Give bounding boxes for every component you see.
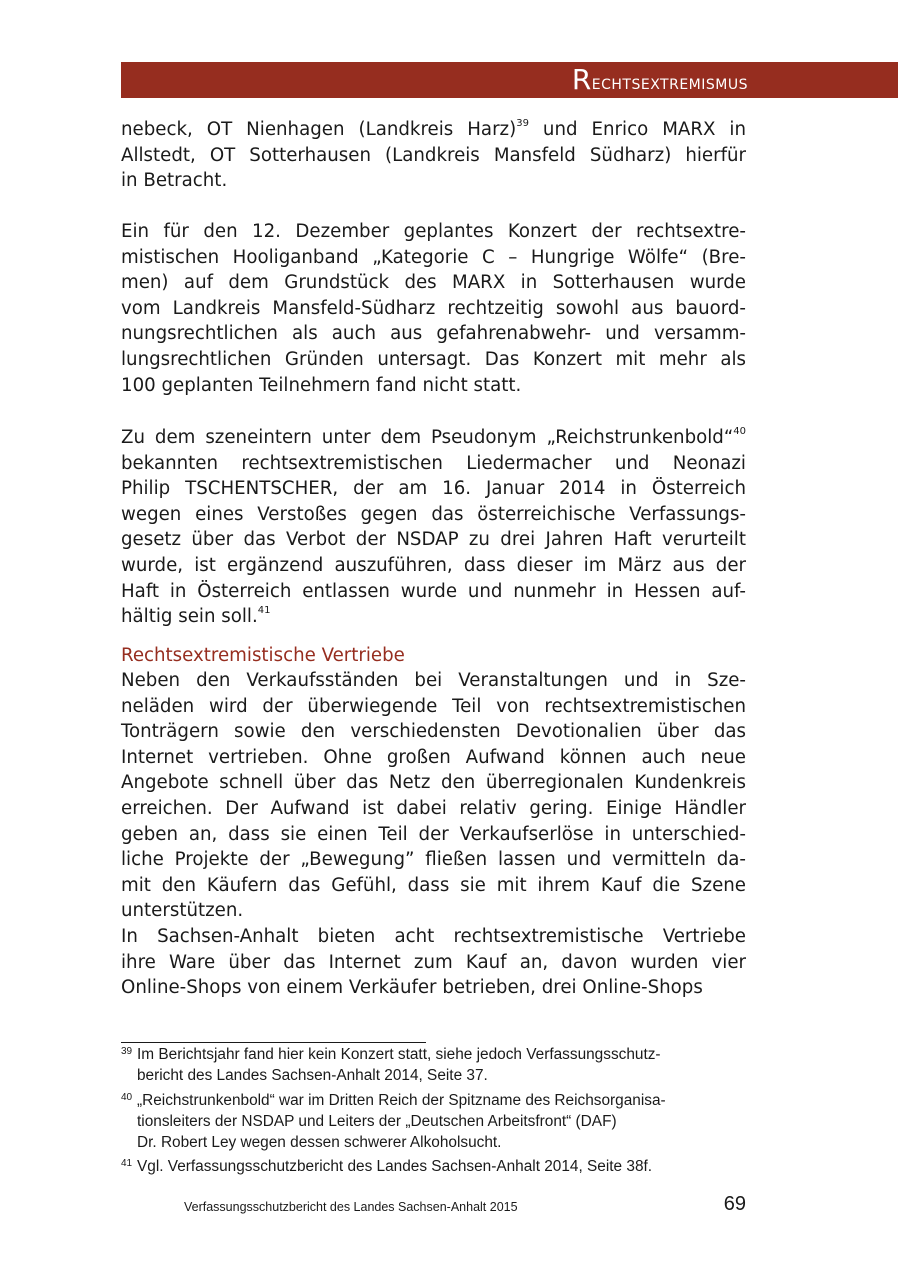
text-line [121,502,746,528]
text-line [121,668,746,694]
footnotes [121,1044,746,1181]
line-text: geben an, dass sie einen Teil der Verkaufserlöse in unterschied- [121,823,746,845]
footnote-number: 39 [121,1046,133,1057]
line-text: in Betracht. [121,170,228,192]
line-text: erreichen. Der Aufwand ist dabei relativ gering. Einige Händler [121,797,746,819]
footnote-39 [121,1044,746,1087]
line-text: Neben den Verkaufsständen bei Veranstaltungen und in Sze- [121,670,746,691]
footnote-reference[interactable]: 41 [257,605,271,617]
footnote-reference[interactable]: 39 [516,118,529,129]
footnote-text: tionsleiters der NSDAP und Leiters der „Deutschen Arbeitsfront“ (DAF) [137,1112,617,1130]
text-line [121,527,746,553]
text-line [121,745,746,771]
text-line [121,694,746,720]
line-text: Philip TSCHENTSCHER, der am 16. Januar 2014 in Österreich [121,478,746,500]
text-line [121,873,746,899]
text-line [121,950,746,976]
line-text: Zu dem szeneintern unter dem Pseudonym „Reichstrunkenbold“ [121,427,734,448]
text-line [121,347,746,373]
paragraph-2 [121,219,746,398]
header-title-rest: echtsextremismus [591,70,748,94]
footnote-40 [121,1090,746,1154]
line-text: Allstedt, OT Sotterhausen (Landkreis Mansfeld Südharz) hierfür [121,144,746,166]
text-line [121,796,746,822]
footnote-text: Vgl. Verfassungsschutzbericht des Landes Sachsen-Anhalt 2014, Seite 38f. [137,1158,653,1176]
footer-source: Verfassungsschutzbericht des Landes Sachsen-Anhalt 2015 [184,1200,518,1214]
text-line [121,604,746,630]
line-text: hältig sein soll. [121,606,258,628]
text-line [121,770,746,796]
text-line [121,245,746,271]
line-text: mit den Käufern das Gefühl, dass sie mit ihrem Kauf die Szene [121,874,746,896]
text-line [121,168,746,194]
footnote-text: Dr. Robert Ley wegen dessen schwerer Alkoholsucht. [137,1134,502,1152]
line-text: wegen eines Verstoßes gegen das österreichische Verfassungs- [121,503,746,525]
text-line [121,219,746,245]
text-line [121,476,746,502]
section-body [121,668,746,1001]
text-line [121,898,746,924]
text-line [121,321,746,347]
footnote-text: Im Berichtsjahr fand hier kein Konzert statt, siehe jedoch Verfassungsschutz- [137,1046,661,1063]
page-number: 69 [723,1193,746,1215]
line-text: 100 geplanten Teilnehmern fand nicht statt. [121,374,522,396]
section-heading: Rechtsextremistische Vertriebe [121,645,405,666]
footnote-divider [121,1042,426,1043]
text-line [121,719,746,745]
text-line [121,296,746,322]
text-line [121,924,746,950]
footnote-number: 40 [121,1091,133,1103]
footnote-text: „Reichstrunkenbold“ war im Dritten Reich der Spitzname des Reichsorganisa- [137,1091,666,1109]
line-text: gesetz über das Verbot der NSDAP zu drei Jahren Haft verurteilt [121,529,746,551]
paragraph-3 [121,425,746,630]
text-line [121,270,746,296]
footnote-reference[interactable]: 40 [733,426,746,437]
line-text: Haft in Österreich entlassen wurde und nunmehr in Hessen auf- [121,580,746,602]
line-text: vom Landkreis Mansfeld-Südharz rechtzeitig sowohl aus bauord- [121,297,746,319]
footnote-41 [121,1156,746,1177]
text-line [121,579,746,605]
line-text: bekannten rechtsextremistischen Liedermacher und Neonazi [121,452,746,474]
line-text: neläden wird der überwiegende Teil von rechtsextremistischen [121,695,746,717]
text-line [121,822,746,848]
line-text: ihre Ware über das Internet zum Kauf an, davon wurden vier [121,951,746,973]
line-text: Internet vertrieben. Ohne großen Aufwand können auch neue [121,746,746,768]
line-text: und Enrico MARX in [528,119,746,140]
line-text: Tonträgern sowie den verschiedensten Devotionalien über das [121,721,746,743]
paragraph-1 [121,117,746,194]
text-line [121,975,746,1001]
line-text: liche Projekte der „Bewegung” fließen lassen und vermitteln da- [121,849,746,871]
text-line [121,451,746,477]
line-text: Online-Shops von einem Verkäufer betrieben, drei Online-Shops [121,977,703,999]
line-text: wurde, ist ergänzend auszuführen, dass dieser im März aus der [121,554,746,576]
line-text: nebeck, OT Nienhagen (Landkreis Harz) [121,119,517,140]
line-text: mistischen Hooliganband „Kategorie C – Hungrige Wölfe“ (Bre- [121,246,746,268]
footnote-number: 41 [121,1158,133,1170]
text-line [121,117,746,143]
header-title-initial: R [571,63,592,96]
line-text: unterstützen. [121,900,244,922]
header-title [572,62,748,98]
header-bar [121,62,898,98]
line-text: In Sachsen-Anhalt bieten acht rechtsextremistische Vertriebe [121,925,746,947]
line-text: lungsrechtlichen Gründen untersagt. Das Konzert mit mehr als [121,348,746,370]
line-text: men) auf dem Grundstück des MARX in Sotterhausen wurde [121,272,746,294]
text-line [121,553,746,579]
line-text: nungsrechtlichen als auch aus gefahrenabwehr- und versamm- [121,323,746,345]
footnote-text: bericht des Landes Sachsen-Anhalt 2014, Seite 37. [137,1067,488,1085]
line-text: Ein für den 12. Dezember geplantes Konzert der rechtsextre- [121,221,746,242]
text-line [121,373,746,399]
line-text: Angebote schnell über das Netz den überregionalen Kundenkreis [121,772,746,794]
text-line [121,143,746,169]
text-line [121,847,746,873]
text-line [121,425,746,451]
